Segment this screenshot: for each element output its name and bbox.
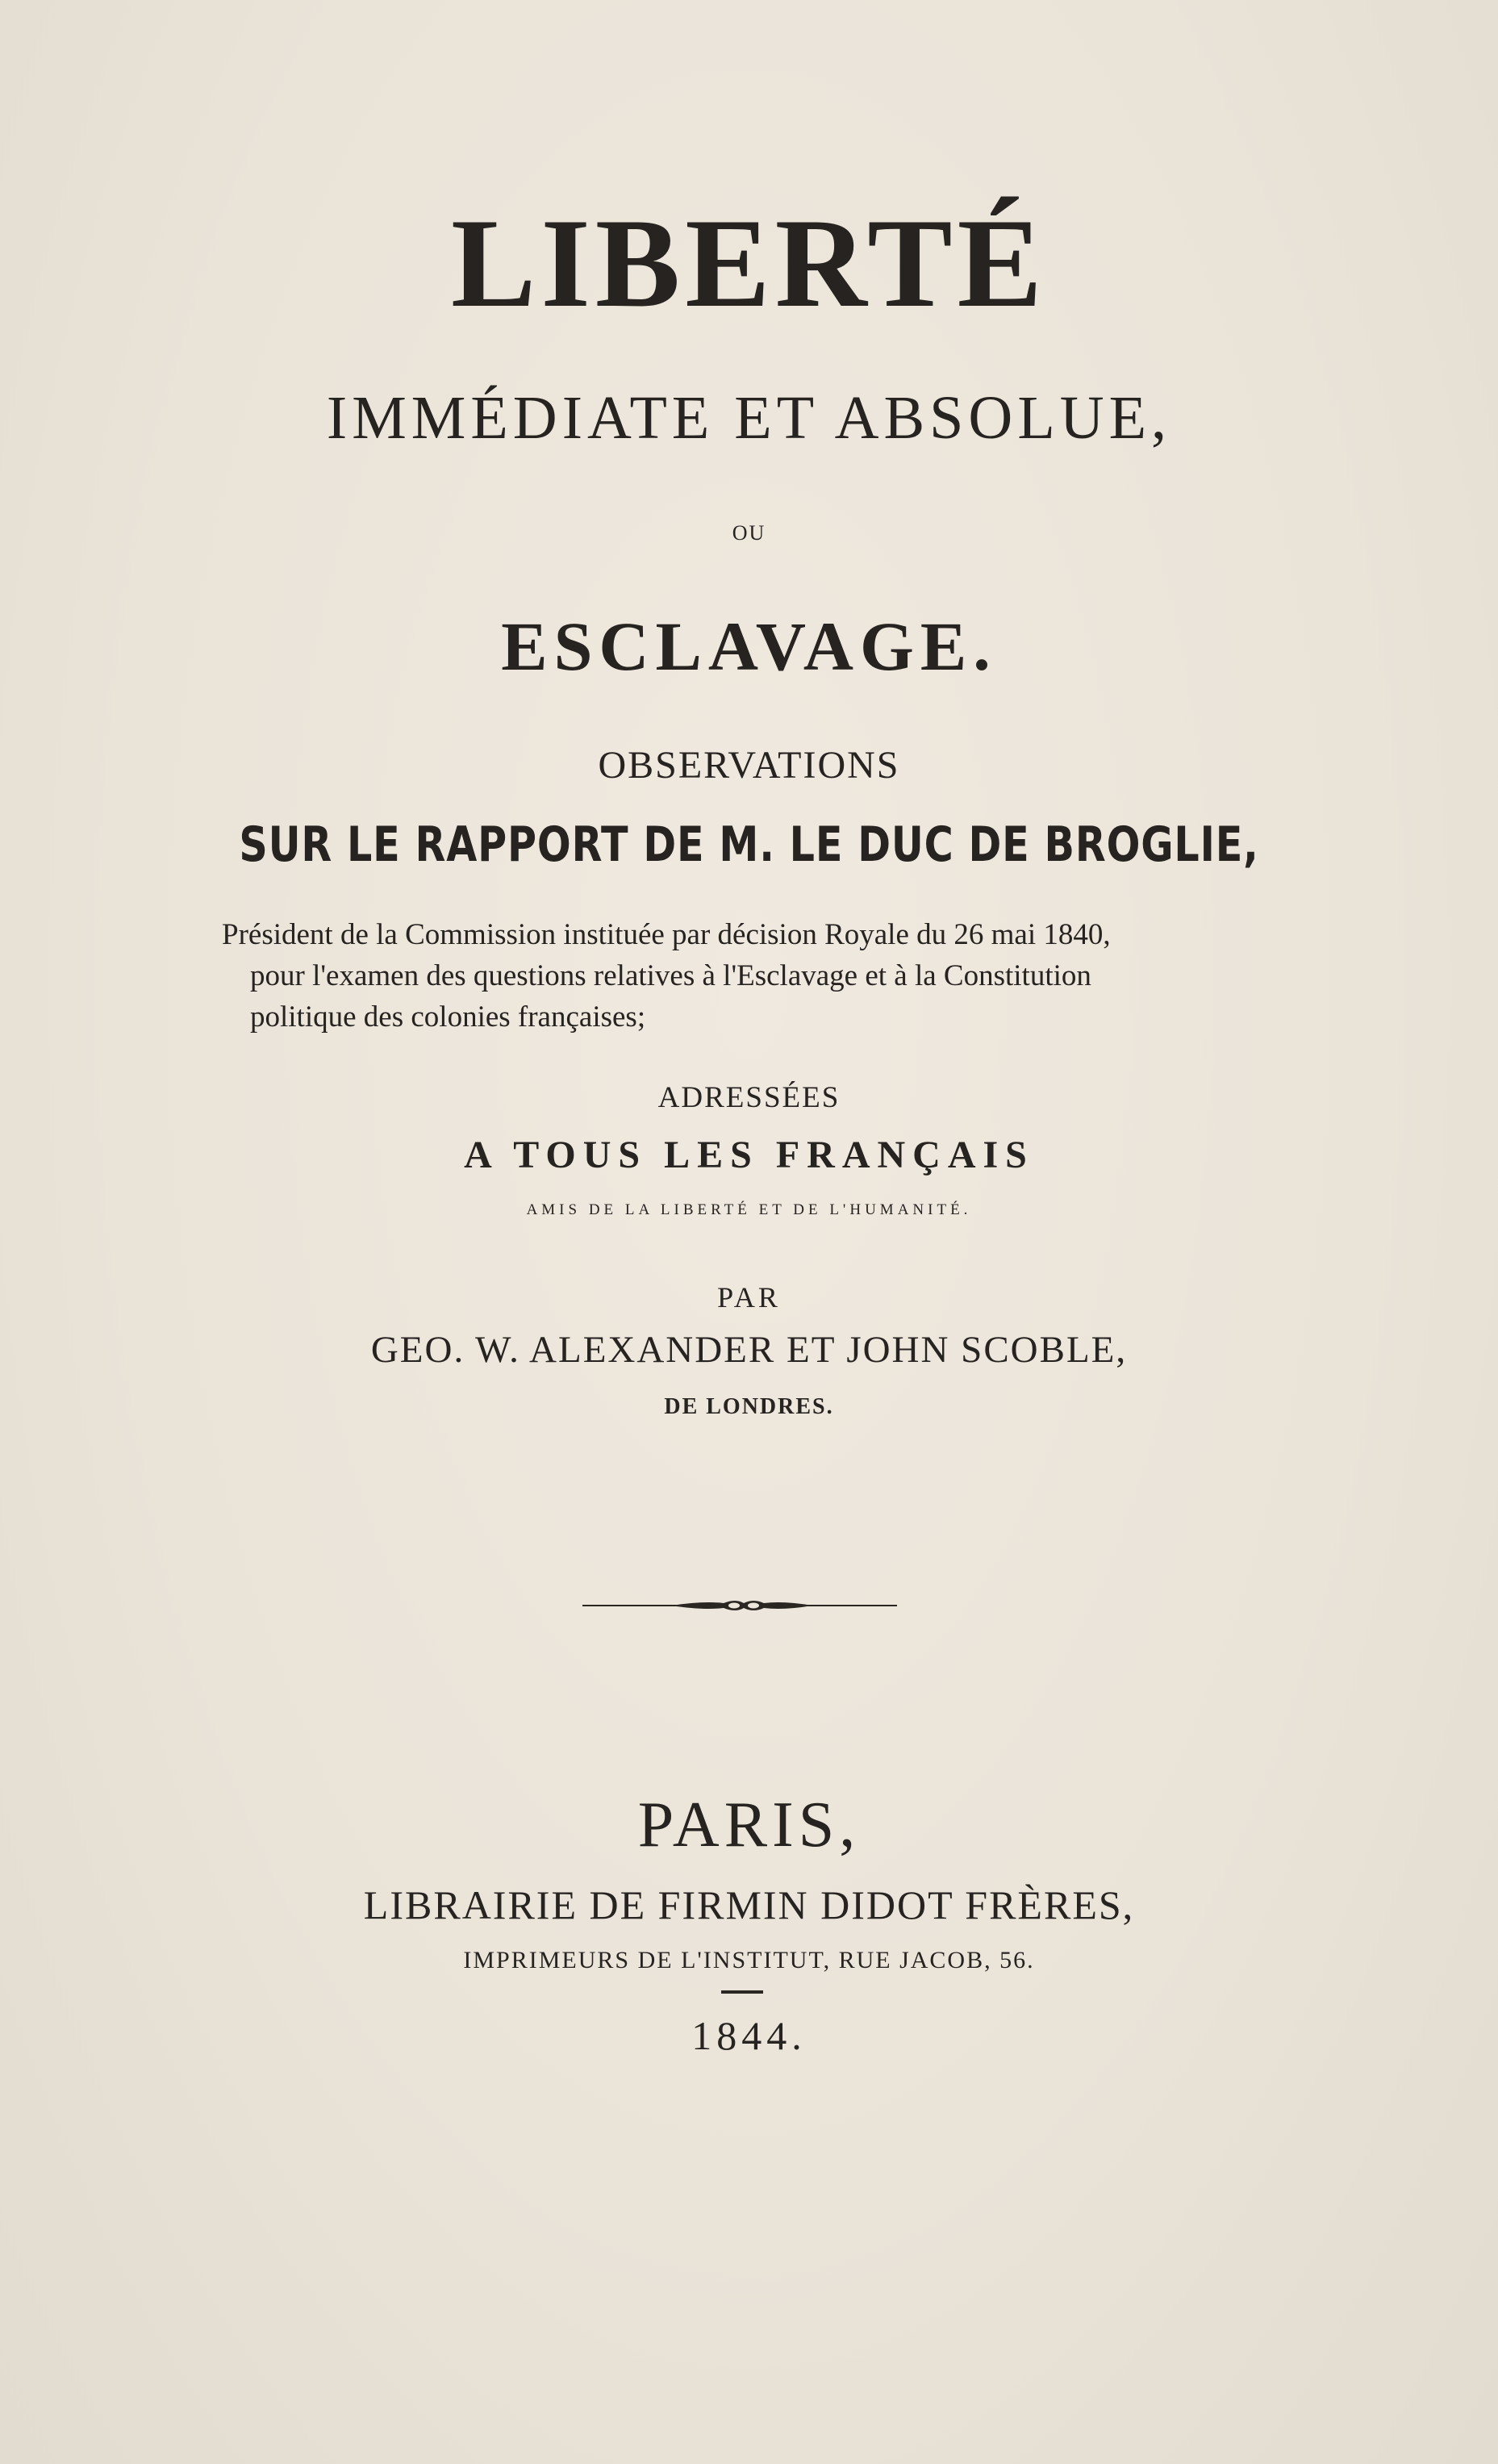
observations-heading: OBSERVATIONS: [598, 744, 900, 787]
recipients-subheading: AMIS DE LA LIBERTÉ ET DE L'HUMANITÉ.: [526, 1201, 972, 1218]
publication-year: 1844.: [691, 2013, 807, 2058]
book-title: LIBERTÉ: [451, 193, 1047, 334]
description-line: Président de la Commission instituée par décision Royale du 26 mai 1840,: [222, 918, 1111, 951]
by-label: PAR: [717, 1281, 781, 1313]
publisher: LIBRAIRIE DE FIRMIN DIDOT FRÈRES,: [363, 1882, 1135, 1927]
imprint-city: PARIS,: [637, 1790, 861, 1861]
conjunction-text: OU: [732, 521, 766, 545]
recipients-heading: A TOUS LES FRANÇAIS: [464, 1134, 1034, 1176]
authors-origin: DE LONDRES.: [664, 1394, 834, 1419]
description-line: pour l'examen des questions relatives à l'Esclavage et à la Constitution: [250, 959, 1091, 992]
dash-rule: [721, 1990, 763, 1994]
ornament-rule-icon: [582, 1593, 897, 1618]
printer-address: IMPRIMEURS DE L'INSTITUT, RUE JACOB, 56.: [463, 1947, 1035, 1973]
addressed-heading: ADRESSÉES: [657, 1081, 841, 1114]
alternate-title: ESCLAVAGE.: [501, 608, 997, 685]
authors: GEO. W. ALEXANDER ET JOHN SCOBLE,: [370, 1329, 1128, 1371]
report-heading: SUR LE RAPPORT DE M. LE DUC DE BROGLIE,: [239, 816, 1259, 873]
description-line: politique des colonies françaises;: [250, 1000, 646, 1034]
book-subtitle: IMMÉDIATE ET ABSOLUE,: [326, 384, 1172, 452]
description-block: [222, 914, 1279, 1038]
